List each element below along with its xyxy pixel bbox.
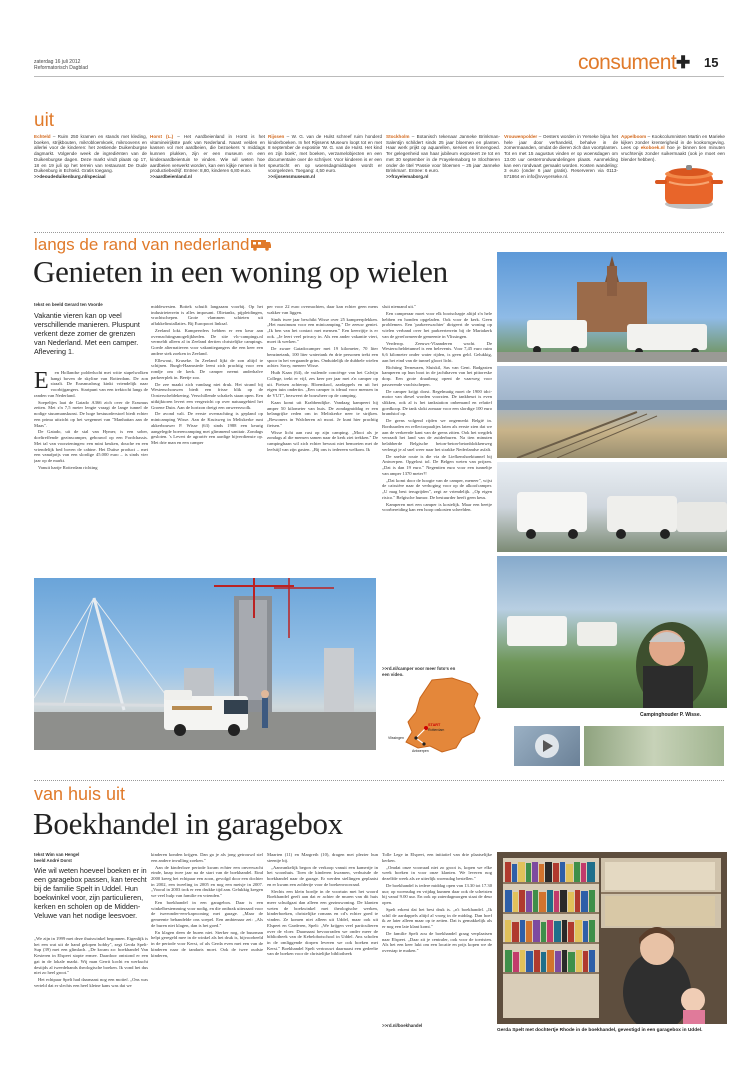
church-photo: [497, 252, 727, 362]
section-title: consument: [578, 51, 677, 74]
article1-intro: Vakantie vieren kan op veel verschillende manieren. Pluspunt verkent deze zomer de grenzen van Nederland. Met een camper. Aflevering 1.: [34, 311, 140, 356]
paragraph: per voor 22 euro overnachten, daar kan echter geen mens wakker van liggen.: [267, 304, 378, 315]
paragraph: Een camperaar moet voor elk bootschapje altijd z'n hele hebben en honden opgeladen. Ook voor de kerk. Geen problemen. Een 'parkeerwachter' dirigeert de woning op wielen verband over het parkeerterrein bij de Mariakerk van de gereformeerde gemeente in Vlissingen.: [382, 310, 492, 339]
bookshelves: [503, 858, 599, 1018]
article2-caption: Gerda Spelt met dochtertje Rhode in de boekhandel, gevestigd in een garagebox in Uddel.: [497, 1028, 703, 1033]
divider: [34, 232, 724, 233]
paragraph: Sinds twee jaar beschikt Wisse over 25 kampeerplekken. „Het maximum voor een minicamping." De zeeuw geniet. „Ik ben van het contact met mensen." Een keerrijtje is er ook. „Je leert veel privacy in. Als een ander vakantie viert, moet ik werken.": [267, 316, 378, 345]
map-label-rotterdam: Rotterdam: [428, 728, 445, 732]
map-label-antwerpen: Antwerpen: [412, 749, 429, 753]
paragraph: en Hollandse polderlucht met witte stapelwolken hangt boven de skyline van Rotterdam. De zon straalt. De Erasmusbrug kinkt vriendelijk naar voorbijgangers. Startpunt van een trektocht langs de randen van Nederland.: [34, 370, 148, 398]
issue-date: zaterdag 16 juli 2012: [34, 59, 81, 65]
uit-body: – Kookcolumnisten Martin en Marieke kijken zonder krenterigheid in de kookomgeving. Lees op: [621, 134, 725, 151]
masthead-date: [34, 59, 154, 71]
uit-body-2: hoe je binnen tien minuten vruchtenijs zonder suikermaakt (ook je moet een blender hebben).: [621, 145, 725, 162]
paragraph: Soepeltjes laat de Gatado A366 zich over de Erasmus zetten. Met z'n 7,5 meter lengte vraagt de lange tunnel de nodige stuurmanskunst. De hoge bestuurderstoel biedt echter een prima uitzicht op het wegennet van "Manhattan aan de Maas".: [34, 399, 148, 428]
article2-col3: [267, 852, 378, 1036]
article1-col3: [267, 304, 378, 570]
paragraph: De grens volgend rijden we ongemerkt België in. Borduurden en reflectorpaaltjes laten als eerste zien dat we aan de verkeerde kant van de grens zitten. Ook het wegdek verraadt het land van de zuiderburen. Na tien minuten belabberde Belgische beton-beton-betonblokkenweg verlengt je al snel weer naar het strakke Nederlandse asfalt.: [382, 418, 492, 452]
rotterdam-scene: [34, 578, 376, 750]
article2-headline: Boekhandel in garagebox: [33, 806, 343, 841]
article1-col1: [34, 370, 148, 570]
paragraph: „Aanvankelijk begon de verkoop vanuit een kamertje in het woonhuis. Toen de kinderen kwamen, verhuisde de boekhandel naar de garage. Er werden stellingen geplaatst en er kwam een zoldertje voor de boekenvoorraad.: [267, 864, 378, 887]
article1-caption: Campinghouder P. Wisse.: [640, 712, 701, 718]
paragraph: Aan de kinderloze periode kwam echter een onverwacht einde, knap twee jaar na de start van de boekhandel. Eind 2000 kreeg het echtpaar een zoon, gevolgd door een dochter in 2002, een tweeling in 2005 en nog een meisje in 2007. „Vooral in 2003 trok er een drukke tijd aan. Gelukkig kregen we veel hulp van familie en vrienden.": [151, 864, 263, 899]
uit-tag: Echteld: [34, 134, 51, 139]
uit-body: – Botanisch tekenaar Janneke Brinkman-Salentijn schildert sinds 25 jaar bloemen en planten. Haar werk prijkt op aquarellen, servies en linnengoed. Ter gelegenheid van haar jubileum exposeert ze tot en met 30 september in de Frayelemaborg te Slochteren onder de titel 'Passie voor bloemen – 25 jaar Janneke Brinkman'. Entree: 6 euro.: [386, 134, 500, 174]
paragraph: middewesten. Bottek schuift langzaam voorbij. Op het industrieterrein is alles imposant. Olietanks, pijpleidingen, vrachtschepen. Grote vlammen schieten uit affakkelinstallaties. Bij Europoort linksaf.: [151, 304, 263, 327]
article1-col2: [151, 304, 263, 570]
uit-body: – Oesters worden in Yerseke bijna het hele jaar door verhandeld, behalve in de zomermaanden, omdat de dieren zich dan voortplanten. Tot en met 15 augustus vinden er op woensdagen om 13.00 uur oesterrondwandelingen plaats. Aanmelding kan een rondvaart gemaakt worden. Kosten wandeling: 3 euro (onder 6 jaar gratis). Reserveren via 0113-571864 en info@vvvyerseke.nl.: [504, 134, 618, 179]
article2-byline: tekst Wim van Hengel beeld André Dorst: [34, 852, 80, 863]
article2-col1: [34, 936, 148, 1036]
video-strip: [584, 726, 724, 766]
paragraph: Verderop. Zeeuws-Vlaanderen wacht. De Westerscheldetunnel is een belevenis. Voor 7,45 euro ruim 6,6 kilometer onder water rijden, is geen geld. Gelukkig, aan het eind van de tunnel gloort licht.: [382, 340, 492, 363]
article1-kicker: langs de rand van nederland: [34, 235, 250, 254]
uit-tag: Vrouwenpolder: [504, 134, 538, 139]
paragraph: Een boekhandel in een garagebox. Daar is een winkelbestemming voor nodig, en die ontbrak uiteraard voor de tweeonder-een-kapwoning met garage. „Maar de gemeente behandelde ons soepel. Een ambtenaar zei: „Als de buren niet klagen, dan is het goed.": [151, 900, 263, 928]
uit-tag: Appelboom: [621, 134, 647, 139]
camper-icon: [250, 239, 272, 251]
paragraph: Maarten (11) en Margreth (10), dragen met plezier hun steentje bij.: [267, 852, 378, 863]
paragraph: En klagen deen de buren niet. Sterker nog, de buurman helpt geregeld mee in de winkel als het druk is, bijvoorbeeld in de periode voor Kerst, of als Gerda even met een van de kinderen naar de tandarts moet. Ook de twee oudste kinderen,: [151, 929, 263, 958]
article2-link[interactable]: >>rd.nl/boekhandel: [382, 1023, 423, 1028]
uit-tag: Horst (L.): [150, 134, 174, 139]
header-rule: [34, 76, 724, 77]
paragraph: Tolle Lege in Elspeet, een initiatief van drie plaatselijke kerken.: [382, 852, 492, 863]
article2-intro: Wie wil weten hoeveel boeken er in een garagebox passen, kan terecht bij de familie Spelt in Uddel. Hun boekwinkel voor, zijn particulieren, kerken en scholen op de Midden-Veluwe van het nodige leesvoer.: [34, 866, 147, 920]
uit-tag: Stockholm: [386, 134, 410, 139]
paragraph: De camper krijgt dorst. Regelmatig moet de 1900 tdci-motor van diesel worden voorzien. De tankbeurt is even slikken, ook al is het tankstation onbemand en relatief goedkoop. De tank slokt zomaar voor een slordige 100 euro brandstof op.: [382, 388, 492, 417]
paragraph: Vanuit hartje Rotterdam richting: [38, 464, 98, 470]
paragraph: Ellewout, Kruseke. In Zeeland lijkt de zon altijd te schijnen. Burgh-Haamstede leent zich prachtig voor een rondje om de kerk. De camper neemt anderhalve parkeerplek in. Beetje zoo.: [151, 357, 263, 380]
paragraph: „Dat komt door de hoogte van de camper, meneer", wijst de caissière naar de verhoging voor op de alkoofcamper. „U mag best terugrijden", zegt ze vriendelijk. „Op eigen risico." Belgische humor. De bestuurder heeft geen keus.: [382, 477, 492, 500]
uit-item-horst: [150, 134, 265, 206]
beach-photo: [497, 366, 727, 458]
paragraph: De boekhandel is iedere middag open van 13.30 tot 17.30 uur; op woensdag en vrijdag kunnen daar ook de schetsten bij vanaf 9.00 uur. En ook op zaterdagmorgen staat de deur open.: [382, 882, 492, 905]
paragraph: Slechts een klein bordje in de voortuin met het woord Boekhandel geeft aan dat er achter de muren van dit huis meer schuilgaat dan alleen een gezinswoning. De klanten weten de boekwinkel met theologische werken, kinderboeken, christelijke romans en cd's echter goed te vinden. Ze komen niet alleen uit Uddel, maar ook uit Elspeet en Garderen, Spelt: „We krijgen veel particulieren over de vloer. Daarnaast bevoorraden we onder meer de bibliotheek van de Kebelobotschool in Uddel. Ans scholen in de omliggende dorpen leveren we ook boeken met Kerst." Boekhandel Spelt vertrouwt daarnaast een gedeelte van de boeken voor de christelijke bibliotheek: [267, 888, 378, 957]
paragraph: Kamperen met een camper is kostelijk. Maar een beetje voorbereiding kan een hoop onkosten scheelden.: [382, 501, 492, 513]
paragraph: Kaan komt uit Krabbendijke. Vandaag kampeert hij amper 50 kilometer van huis. De zondagmiddag er een belangrijke reden om in Meliskerke neer te strijken. „Bewoners in Walcheren zó mooi. Je kunt hier prachtig fietsen.": [267, 400, 378, 428]
paragraph: Huib Kaan (64), de vutlende conciërge van het Calvijn College, trekt er vijf, zes keer per jaar met z'n camper op uit. Fietsen achterop. Bloemkool, aardappels en uit het eigen tuin ondertin. „Een camper is ideaal voor mensen in de VUT", bezweert de bouwheer op de camping.: [267, 370, 378, 399]
article1-link[interactable]: >>rd.nl/camper voor meer foto's en een video.: [382, 666, 456, 677]
paragraph: De snelste route is die via de Liefkenshoektunnel bij Antwerpen. Opgelost tol. De Belgen weten van prijzen. „Dat is dan 19 euro." Negentien euro voor een tunneltje van amper 1370 meter?!: [382, 453, 492, 476]
paragraph: Spelt erkent dat het best druk is. „n't boekhandel. „Ik schil de aardappels altijd al vroeg in de middag. Dan hoef ik ze later alleen maar op te zetten. Dat is gemakkelijk als er nog een late klant komt.": [382, 906, 492, 929]
bookstore-photo: [497, 852, 727, 1024]
uit-link[interactable]: >>aardbeienland.nl: [150, 173, 192, 179]
uit-link[interactable]: >>deoudeduikenburg.nl/speciaal: [34, 173, 106, 179]
article2-col4: [382, 852, 492, 1018]
article1-byline: tekst en beeld Gerard ten Voorde: [34, 302, 103, 307]
paragraph: sluit niemand uit.": [382, 304, 416, 309]
paragraph: „We zijn in 1999 met deze thuiswinkel begonnen. Eigenlijk is het een wat uit de hand gelopen hobby", zegt Gerda Spelt-Sup (39) met een glimlach. „De kwam zo: boekhandel Van Kesteren in Elspeet stopte ermee. Daardoor ontstond er een gat in de lokale markt. Wij man Gerrit kocht en werkucht destijds al tweedehands theologische boeken. Ik vond het dus niet zo heel groot.": [34, 936, 148, 976]
video-thumbnail[interactable]: [514, 726, 580, 766]
rotterdam-photo: [34, 578, 376, 750]
paragraph: Zeeland lokt. Kampeerders hebben er een keur aan overnachtingsmogelijkheden. De site vlc-campings.nl vermeldt alleen al in Zeeland dertien christelijke campings. Goede alternatieven voor vakantiegangers die een keer een andere stek zoeken in Zeeland.: [151, 328, 263, 356]
dropcap: E: [34, 370, 49, 394]
paragraph: De familie Spelt zou de boekhandel graag verplaatsen naar Elspeet. „Daar zit je centraler, ook voor de toeristen. Als het een keer lukt om een locatie en prijs kopen we de overstap te maken.": [382, 930, 492, 953]
uit-body: – Het Aardbeienland in Horst is het vitamineirijkste park van Nederland. Naast velden en kassen vol met aardbeien, die bezoekers 's middags kunnen plukken, zijn er een museum en een kinderaardbeientuin te vinden. Wie wil weten hoe aardbeien verwerkt worden, kan een kijkje nemen in het productiebedrijf. Entree: 8,80, kinderen 6,80 euro.: [150, 134, 265, 174]
uit-link[interactable]: ekoboek.nl: [640, 145, 665, 151]
uit-item-slochteren: [386, 134, 500, 206]
uit-heading: uit: [34, 110, 55, 131]
article2-col2: [151, 852, 263, 1036]
paragraph: Het echtpaar Spelt had daarnaast nog een motief. „Ons was verteld dat er slechts een heel kleine kans was dat we: [34, 977, 148, 988]
uit-link[interactable]: >>rijssensmuseum.nl: [268, 173, 315, 179]
netherlands-map: [382, 676, 494, 764]
uit-link[interactable]: >>frayelemaborg.nl: [386, 173, 429, 179]
uit-body: – W. G. van de Hulst schreef ruim honderd kinderboeken. In het Rijssens Museum loopt tot en met 8 september de expositie 'W. G. van de Hulst. Het kind en zijn boek', met boeken, verzamelobjecten en een documentaire over de schrijver. Voor kinderen is er een speurtocht en op woensdagmiddagen wordt er voorgelezen. Toegang: 4,50 euro.: [268, 134, 382, 174]
uit-item-yerseke: [504, 134, 618, 206]
campers-photo: [497, 462, 727, 552]
paragraph: De Gatado, uit de stal van Hymer, is een sober, doeltreffende gezinscamper, gebouwd op een Fordchassis. Met tal van voorzieningen: een mini keuken, douche en een vriendelijk bed boven de cabine. Het Duitse product – met een vanafprijs van een slordige 45.000 euro – is sinds vier jaar op de markt.: [34, 429, 148, 463]
map-label-start: START: [428, 723, 441, 727]
paragraph: kinderen konden krijgen. Dan ga je als jong getrouwd stel een andere invulling zoeken.": [151, 852, 263, 863]
uit-item-echteld: [34, 134, 147, 206]
camping-wisse-photo: [497, 556, 727, 708]
page-number: 15: [704, 55, 719, 70]
cooking-pot-illustration: [653, 160, 725, 212]
paragraph: „Omdat onze voorraad niet zo groot is, kopen we elke week boeken in voor onze klanten. We leveren nog dezelfde week als ze uiterlijk woensdag bestellen.": [382, 864, 492, 881]
plus-icon: ✚: [676, 53, 691, 72]
divider: [34, 780, 724, 781]
map-outline: [406, 678, 480, 752]
paragraph: De zware Gatadocamper met 19 kilometer, 70 liter benzinetank, 100 liter watertank én drie personen trekt een spoor in het vergaande grins. Onduidelijk de dubbele wielen achter. Sorry, meneer Wisse.: [267, 346, 378, 369]
paragraph: Wisse licht aan rust op zijn camping. „Mooi als je zondags al die mensen samen naar de kerk ziet trekken." De campinghaan wil zich echter bewust niet bemoeien met de leefstijl van zijn gasten. „Bij ons is iedereen welkom. Ik: [267, 429, 378, 452]
article2-kicker: van huis uit: [34, 784, 126, 804]
map-label-vlissingen: Vlissingen: [388, 736, 404, 740]
uit-item-rijssen: [268, 134, 382, 206]
paper-name: Reformatorisch Dagblad: [34, 65, 88, 71]
paragraph: Richting Terneuzen, Sluiskil, Sas van Gent. Badgasten kamperen op hun boot in de jachthaven van het pittoreske dorp. Een grote draaibrug opent de vaarweg voor passerende vrachtschepen.: [382, 364, 492, 387]
article1-col4: [382, 304, 492, 666]
uit-body: – Ruim 250 kramen en stands met kleding, boeken, strijkbouten, mikrobloemkoek, mikroovens en allerlei voor de kinderen: het zestiende Duikenburgse dagmarkt. Volgende week de ingrediënten van de Duikenburgse dagen. Deze markt vindt plaats op 17, 18 en 19 juli op het terrein van restaurant De Oude Duikenburg in Echteld. Gratis toegang.: [34, 134, 147, 174]
article1-headline: Genieten in een woning op wielen: [33, 254, 448, 289]
paragraph: De zee maakt zich vandaag niet druk. Het strand bij Westenschouwen biedt een frisse blik op de Oosterscheldekering. Verschillende schakels staan open. Een uitkijktoren levert een vergezicht op over natuurgebied het Groene Duin. Aan de horizon dreigt een onweerswolk.: [151, 381, 263, 410]
paragraph: De avond valt. De eerste overnachting is gepland op minicamping Wisse. Aan de Kruisweg in Meliskerke runt akkerbouwer P. Wisse (63) sinds 1988 een keurig aangelegde boerencamping met glimmend sanitair. Zondags gesloten. 's Levert de agrariër een aardige bijverdienste op. Met drie man en een camper: [151, 411, 263, 445]
uit-tag: Rijssen: [268, 134, 285, 139]
